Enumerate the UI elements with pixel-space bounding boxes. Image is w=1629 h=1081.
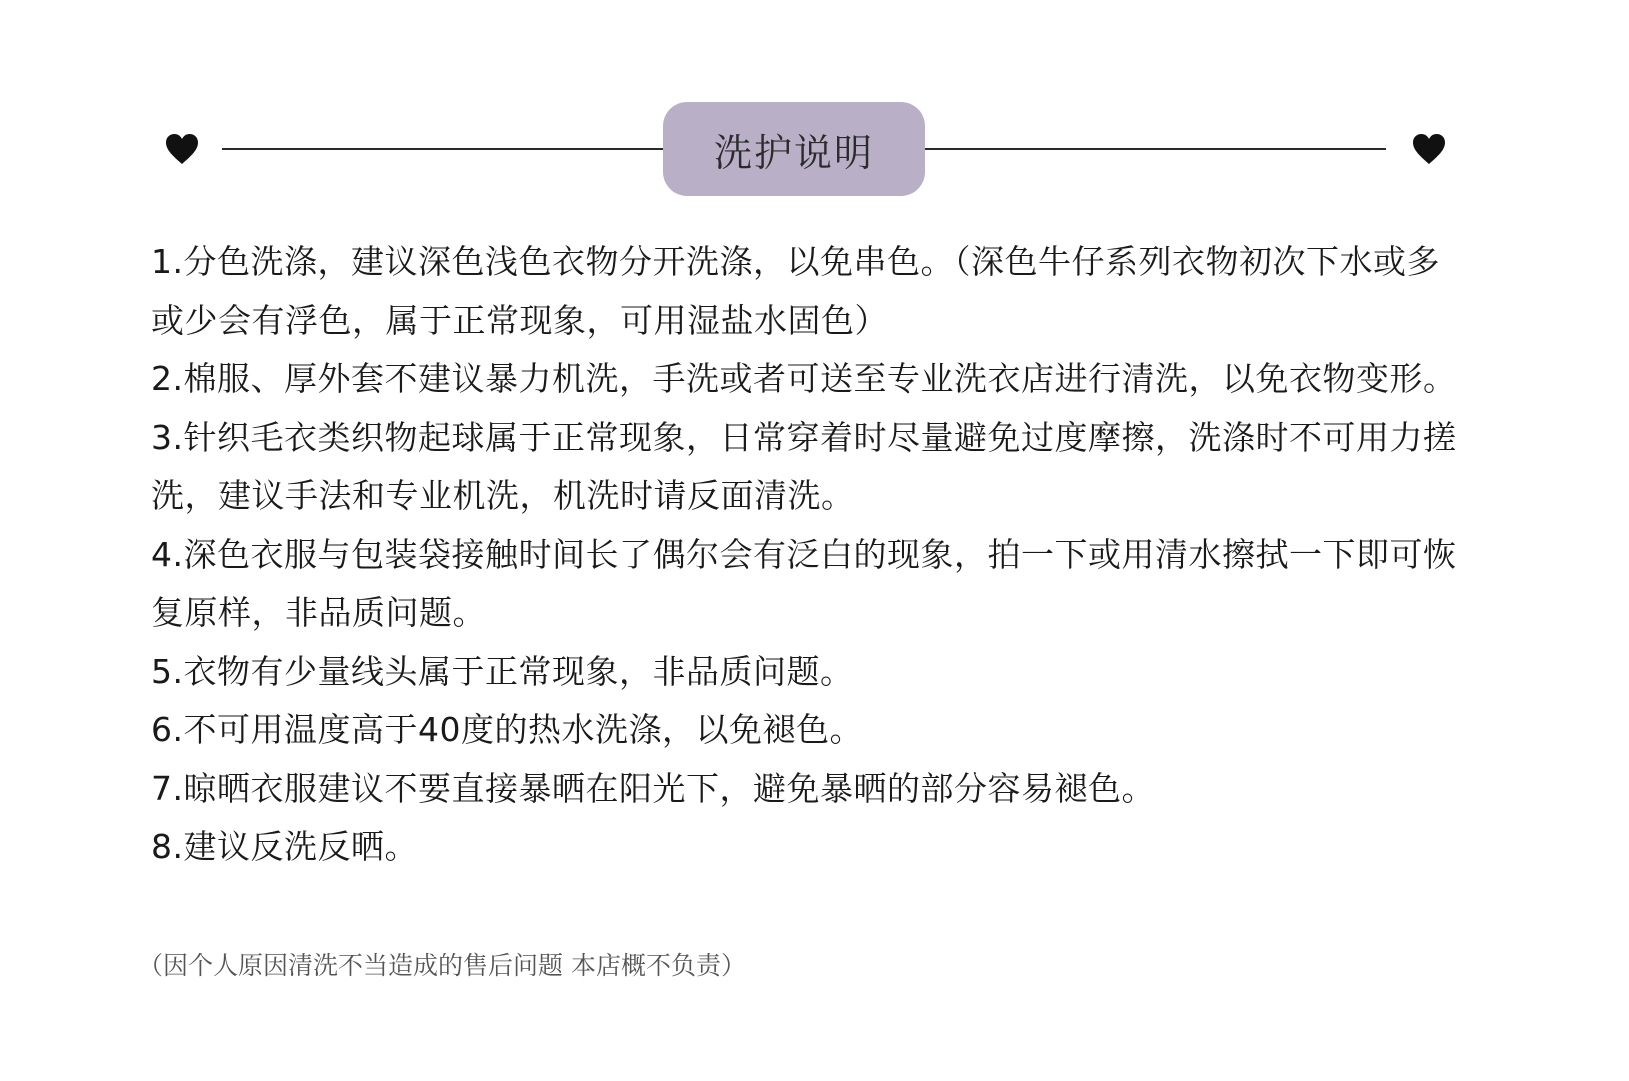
list-item: 6.不可用温度高于40度的热水洗涤，以免褪色。 <box>151 710 863 749</box>
list-item: 2.棉服、厚外套不建议暴力机洗，手洗或者可送至专业洗衣店进行清洗，以免衣物变形。 <box>151 359 1457 398</box>
divider-line-right <box>925 148 1386 150</box>
list-item: 4.深色衣服与包装袋接触时间长了偶尔会有泛白的现象，拍一下或用清水擦拭一下即可恢复原样，非品质问题。 <box>151 534 1457 632</box>
title-badge <box>663 102 925 196</box>
care-instructions-list <box>151 233 1471 877</box>
list-item: 3.针织毛衣类织物起球属于正常现象，日常穿着时尽量避免过度摩擦，洗涤时不可用力搓洗，建议手法和专业机洗，机洗时请反面清洗。 <box>151 417 1457 515</box>
heart-icon <box>1412 133 1446 165</box>
list-item: 8.建议反洗反晒。 <box>151 827 418 866</box>
list-item: 7.晾晒衣服建议不要直接暴晒在阳光下，避免暴晒的部分容易褪色。 <box>151 768 1155 808</box>
disclaimer-note: （因个人原因清洗不当造成的售后问题 本店概不负责） <box>138 951 746 980</box>
page-title: 洗护说明 <box>713 130 874 175</box>
list-item: 5.衣物有少量线头属于正常现象，非品质问题。 <box>151 651 854 691</box>
list-item: 1.分色洗涤，建议深色浅色衣物分开洗涤，以免串色。（深色牛仔系列衣物初次下水或多或少会有浮色，属于正常现象，可用湿盐水固色） <box>151 242 1440 340</box>
divider-line-left <box>222 148 663 150</box>
heart-icon <box>165 133 199 165</box>
section-header <box>0 0 1629 220</box>
